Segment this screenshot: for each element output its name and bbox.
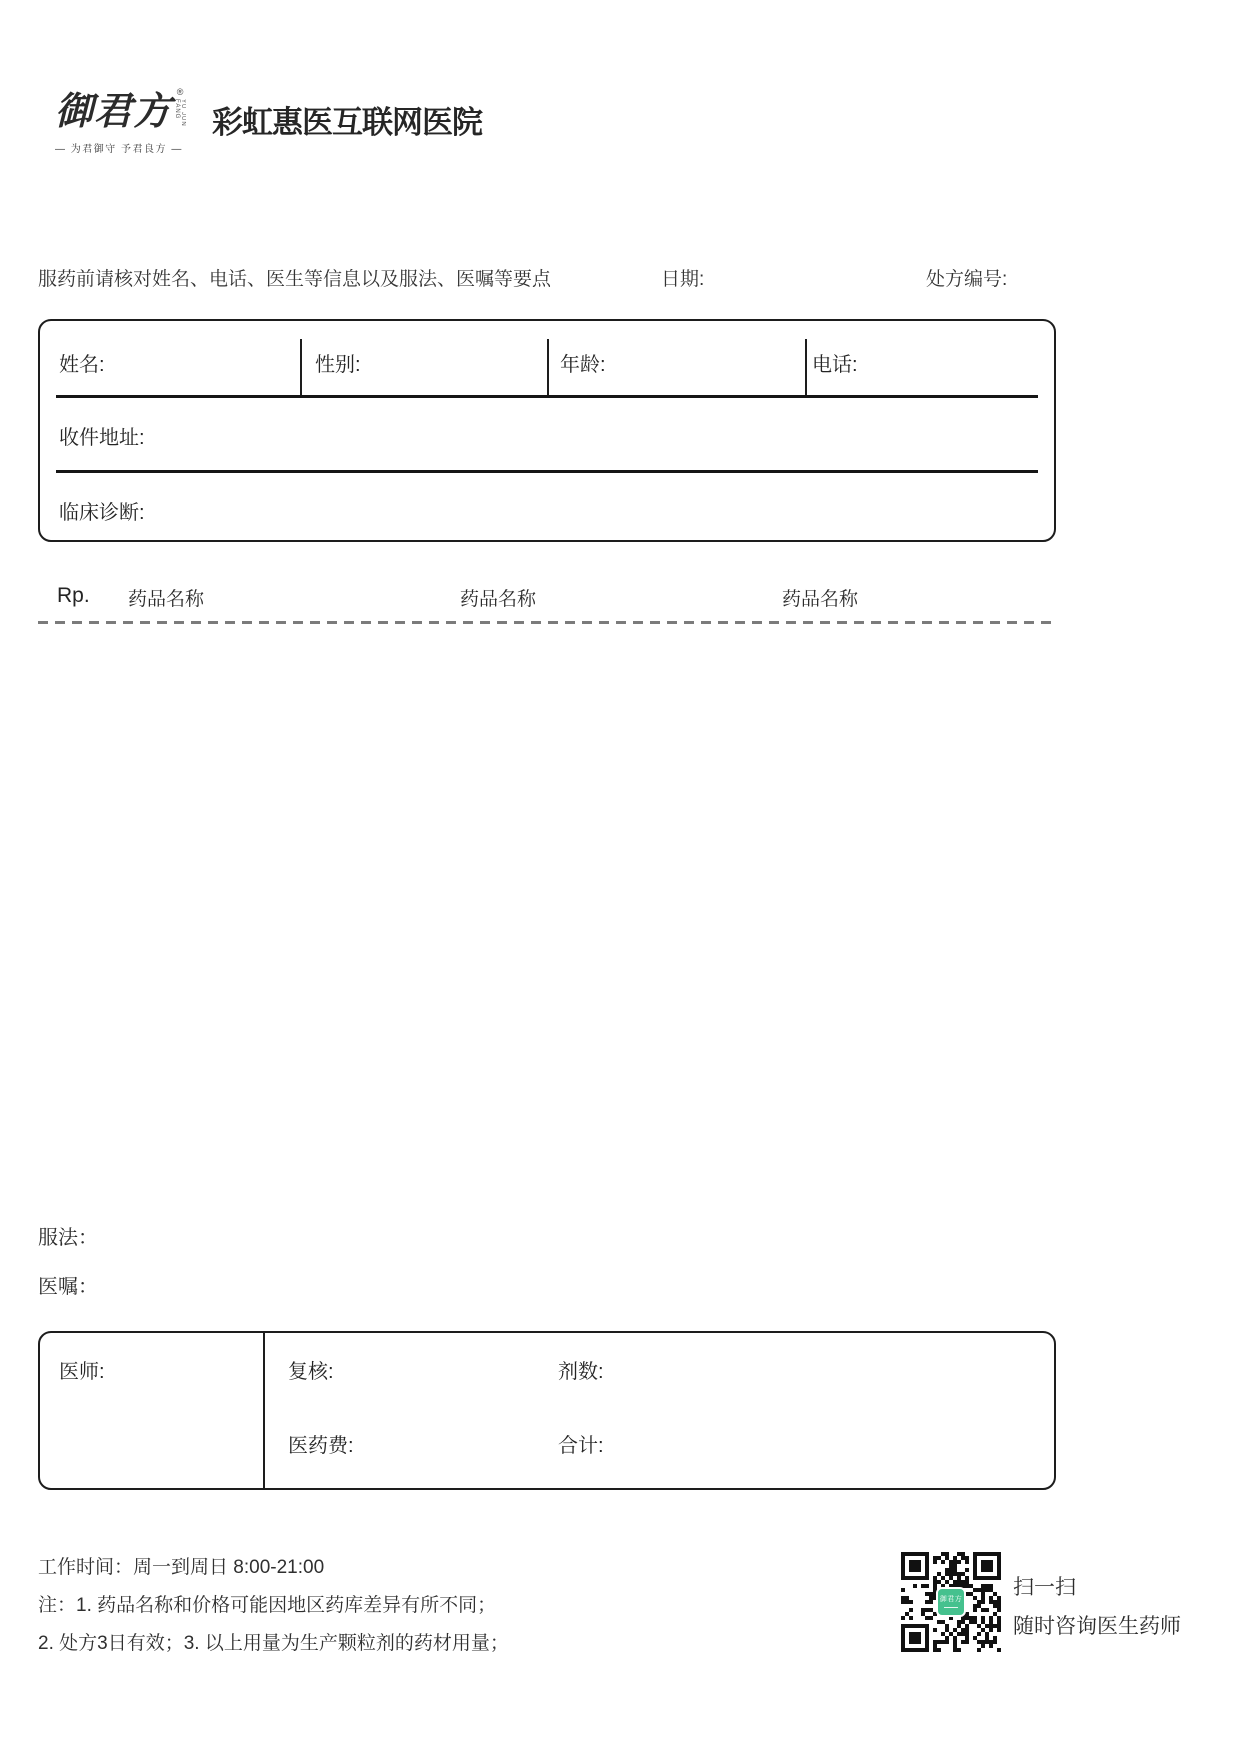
brand-logo-main [55, 88, 205, 134]
row-divider [56, 395, 1038, 398]
column-divider [300, 339, 302, 396]
signoff-box [38, 1331, 1056, 1490]
brand-logo [55, 88, 205, 155]
column-divider [547, 339, 549, 396]
qr-center-brand-text: 御君方 [939, 1596, 963, 1603]
notice-line [0, 264, 1240, 290]
dashed-separator [38, 621, 1056, 624]
date-label: 日期: [661, 269, 705, 290]
rp-header-row [0, 584, 1240, 612]
doctor-label: 医师: [59, 1361, 105, 1383]
scan-subtitle: 随时咨询医生药师 [1013, 1615, 1181, 1638]
medicine-name-column-header: 药品名称 [128, 589, 205, 610]
medicine-name-column-header: 药品名称 [782, 589, 859, 610]
phone-label: 电话: [812, 354, 858, 376]
qr-code-icon [898, 1549, 1004, 1655]
column-divider [263, 1333, 265, 1488]
gender-label: 性别: [315, 354, 361, 376]
note-line-1: 注：1. 药品名称和价格可能因地区药库差异有所不同； [38, 1595, 497, 1616]
registered-trademark-icon: ® [176, 87, 184, 97]
rx-number-label: 处方编号: [926, 269, 1008, 290]
qr-center-logo [936, 1587, 966, 1617]
rp-label: Rp. [57, 584, 90, 607]
diagnosis-label: 临床诊断: [59, 502, 145, 524]
note-line-2: 2. 处方3日有效；3. 以上用量为生产颗粒剂的药材用量； [38, 1633, 509, 1654]
doctor-advice-label: 医嘱： [38, 1276, 98, 1298]
brand-logo-pinyin: YU JUN FANG [174, 99, 187, 127]
age-label: 年龄: [560, 354, 606, 376]
medicine-fee-label: 医药费: [288, 1435, 354, 1457]
brand-logo-text: 御君方 [55, 88, 173, 133]
review-label: 复核: [288, 1361, 334, 1383]
usage-label: 服法： [38, 1227, 98, 1249]
row-divider [56, 470, 1038, 473]
patient-info-box [38, 319, 1056, 542]
hospital-name: 彩虹惠医互联网医院 [212, 105, 482, 140]
medicine-name-column-header: 药品名称 [460, 589, 537, 610]
verify-notice-text: 服药前请核对姓名、电话、医生等信息以及服法、医嘱等要点 [38, 269, 552, 290]
brand-logo-side [174, 88, 186, 133]
column-divider [805, 339, 807, 396]
brand-tagline: — 为君御守 予君良方 — [55, 144, 183, 155]
name-label: 姓名: [59, 354, 105, 376]
address-label: 收件地址: [59, 427, 145, 449]
work-hours-text: 工作时间：周一到周日 8:00-21:00 [38, 1557, 325, 1578]
scan-title: 扫一扫 [1013, 1576, 1076, 1599]
total-label: 合计: [558, 1435, 604, 1457]
dose-count-label: 剂数: [558, 1361, 604, 1383]
